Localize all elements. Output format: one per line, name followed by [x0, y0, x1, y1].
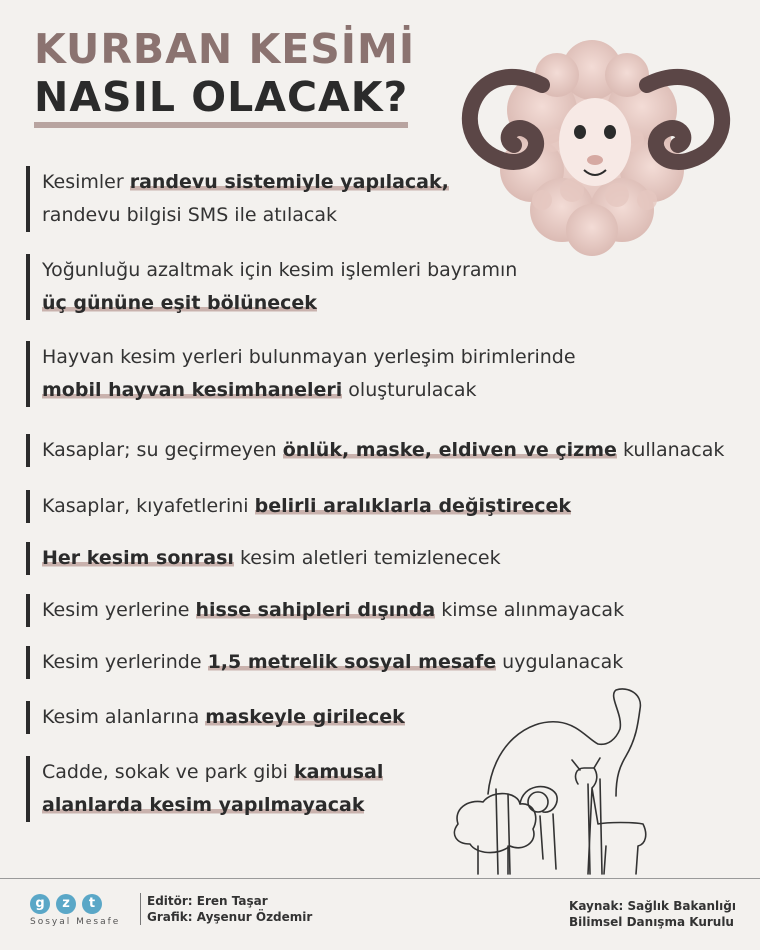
credits [140, 893, 312, 925]
title-line-2: NASIL OLACAK? [34, 74, 408, 128]
list-item: Kesim alanlarına maskeyle girilecek [26, 701, 760, 734]
list-item: Kesim yerlerine hisse sahipleri dışında kimse alınmayacak [26, 594, 760, 627]
source-credit: Kaynak: Sağlık Bakanlığı Bilimsel Danışma Kurulu [569, 899, 736, 929]
list-item: Yoğunluğu azaltmak için kesim işlemleri bayramın üç gününe eşit bölünecek [26, 254, 760, 320]
logo-z: z [56, 894, 76, 914]
logo-t: t [82, 894, 102, 914]
logo-subtitle: Sosyal Mesafe [30, 917, 121, 927]
list-item: Her kesim sonrası kesim aletleri temizlenecek [26, 542, 760, 575]
page-title [34, 26, 415, 128]
list-item: Kasaplar, kıyafetlerini belirli aralıklarla değiştirecek [26, 490, 760, 523]
footer-divider [0, 878, 760, 879]
list-item: Cadde, sokak ve park gibi kamusal alanlarda kesim yapılmayacak [26, 756, 760, 822]
editor-credit: Editör: Eren Taşar [147, 894, 268, 908]
list-item: Hayvan kesim yerleri bulunmayan yerleşim birimlerinde mobil hayvan kesimhaneleri oluşturulacak [26, 341, 760, 407]
list-item: Kasaplar; su geçirmeyen önlük, maske, eldiven ve çizme kullanacak [26, 434, 760, 467]
list-item: Kesim yerlerinde 1,5 metrelik sosyal mesafe uygulanacak [26, 646, 760, 679]
brand-logo [30, 892, 120, 927]
logo-g: g [30, 894, 50, 914]
graphic-credit: Grafik: Ayşenur Özdemir [147, 910, 313, 924]
title-line-1: KURBAN KESİMİ [34, 25, 416, 73]
animals-line-art [448, 684, 688, 884]
list-item: Kesimler randevu sistemiyle yapılacak, randevu bilgisi SMS ile atılacak [26, 166, 760, 232]
